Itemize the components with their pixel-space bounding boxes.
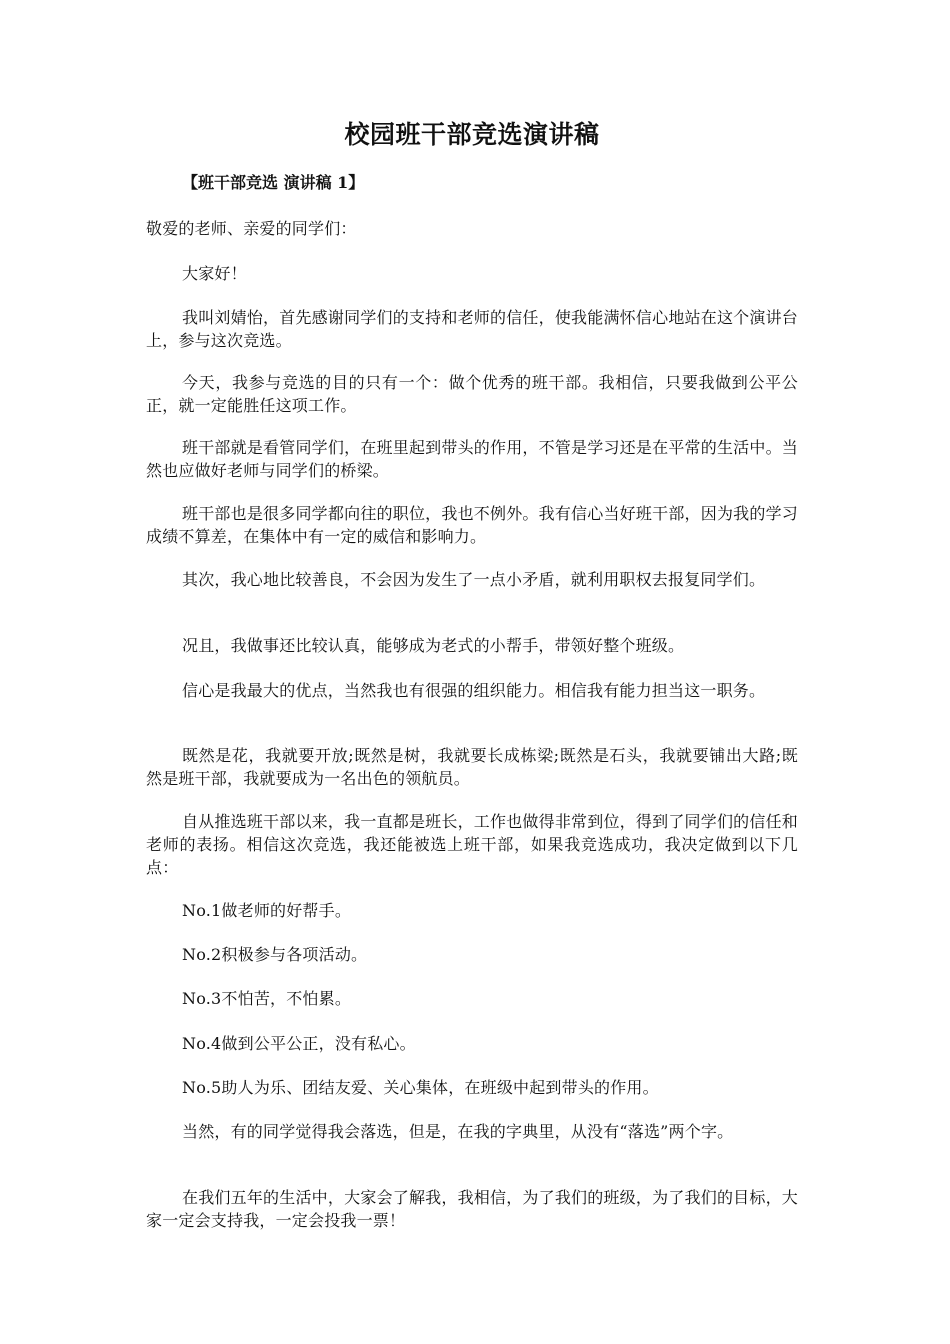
paragraph: 班干部也是很多同学都向往的职位，我也不例外。我有信心当好班干部，因为我的学习成绩不算差，在集体中有一定的威信和影响力。: [146, 504, 798, 546]
list-item: No.2积极参与各项活动。: [182, 945, 368, 964]
paragraph: 既然是花，我就要开放;既然是树，我就要长成栋梁;既然是石头，我就要铺出大路;既然是班干部，我就要成为一名出色的领航员。: [146, 746, 798, 788]
paragraph: 我叫刘婧怡，首先感谢同学们的支持和老师的信任，使我能满怀信心地站在这个演讲台上，参与这次竞选。: [146, 308, 798, 350]
list-item: No.1做老师的好帮手。: [182, 901, 352, 920]
paragraph: 今天，我参与竞选的目的只有一个：做个优秀的班干部。我相信，只要我做到公平公正，就一定能胜任这项工作。: [146, 373, 798, 415]
paragraph: 自从推选班干部以来，我一直都是班长，工作也做得非常到位，得到了同学们的信任和老师的表扬。相信这次竞选，我还能被选上班干部，如果我竞选成功，我决定做到以下几点：: [146, 812, 798, 877]
list-item: No.3不怕苦，不怕累。: [182, 989, 352, 1008]
document-subtitle: 【班干部竞选 演讲稿 1】: [182, 173, 365, 192]
paragraph-closing: 在我们五年的生活中，大家会了解我，我相信，为了我们的班级，为了我们的目标，大家一定会支持我，一定会投我一票！: [146, 1188, 798, 1230]
list-item: No.4做到公平公正，没有私心。: [182, 1034, 416, 1053]
paragraph: 信心是我最大的优点，当然我也有很强的组织能力。相信我有能力担当这一职务。: [182, 681, 766, 700]
paragraph-salutation: 敬爱的老师、亲爱的同学们：: [146, 219, 357, 238]
paragraph: 班干部就是看管同学们，在班里起到带头的作用，不管是学习还是在平常的生活中。当然也应做好老师与同学们的桥梁。: [146, 438, 798, 480]
paragraph: 况且，我做事还比较认真，能够成为老式的小帮手，带领好整个班级。: [182, 636, 685, 655]
document-title: 校园班干部竞选演讲稿: [344, 120, 600, 149]
paragraph-greeting: 大家好！: [182, 264, 247, 283]
list-item: No.5助人为乐、团结友爱、关心集体，在班级中起到带头的作用。: [182, 1078, 659, 1097]
paragraph: 其次，我心地比较善良，不会因为发生了一点小矛盾，就利用职权去报复同学们。: [182, 570, 766, 589]
paragraph: 当然，有的同学觉得我会落选，但是，在我的字典里，从没有“落选”两个字。: [182, 1122, 734, 1141]
